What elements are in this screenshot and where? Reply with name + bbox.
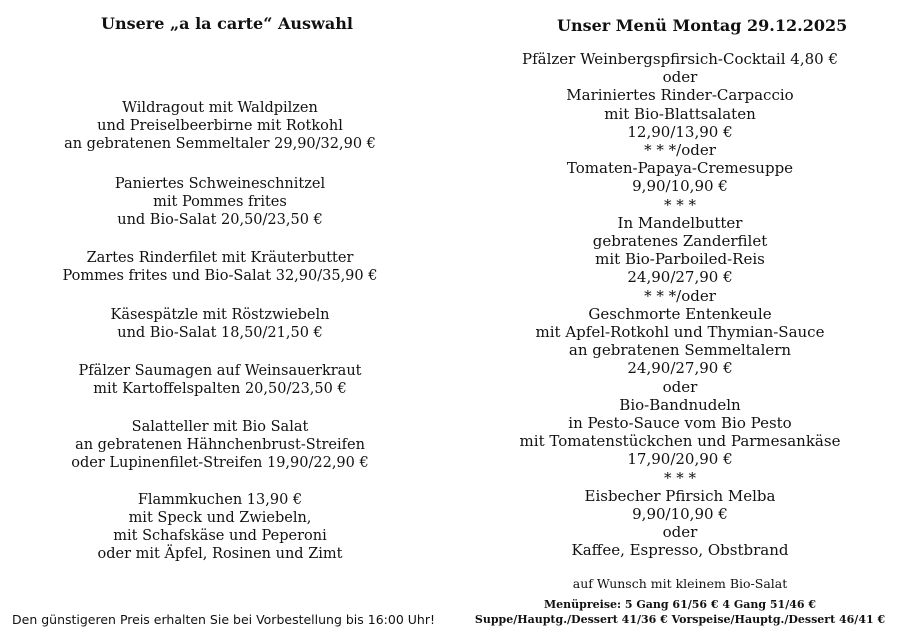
dish-line: Käsespätzle mit Röstzwiebeln	[110, 307, 330, 323]
course-prices: Suppe/Hauptg./Dessert 41/36 € Vorspeise/Hauptg./Dessert 46/41 €	[474, 613, 886, 626]
menu-line: * * */oder	[644, 286, 716, 305]
a-la-carte-title: Unsere „a la carte“ Auswahl	[101, 14, 353, 33]
dish-flammkuchen	[0, 491, 440, 563]
menu-line: In Mandelbutter	[617, 213, 743, 232]
dish-line: und Bio-Salat 18,50/21,50 €	[117, 325, 323, 341]
menu-line: 9,90/10,90 €	[632, 505, 728, 523]
dish-line: Pommes frites und Bio-Salat 32,90/35,90 €	[62, 268, 378, 284]
menu-line: Tomaten-Papaya-Cremesuppe	[566, 159, 794, 178]
menu-line: Pfälzer Weinbergspfirsich-Cocktail 4,80 €	[521, 50, 839, 68]
dish-line: mit Speck und Zwiebeln,	[128, 510, 312, 526]
dish-schnitzel	[0, 175, 440, 229]
menu-line: Geschmorte Entenkeule	[588, 304, 772, 323]
menu-line: oder	[662, 68, 698, 87]
dish-line: oder Lupinenfilet-Streifen 19,90/22,90 €	[71, 455, 369, 471]
daily-menu-title: Unser Menü Montag 29.12.2025	[557, 16, 848, 35]
preorder-note: Den günstigeren Preis erhalten Sie bei Vorbestellung bis 16:00 Uhr!	[12, 612, 435, 627]
menu-line: 24,90/27,90 €	[627, 359, 733, 378]
menu-line: Bio-Bandnudeln	[619, 395, 741, 414]
menu-line: * * *	[663, 468, 697, 487]
menu-line: mit Apfel-Rotkohl und Thymian-Sauce	[535, 323, 825, 341]
menu-line: * * */oder	[644, 141, 716, 159]
menu-line: mit Bio-Parboiled-Reis	[595, 250, 765, 269]
dish-line: mit Schafskäse und Peperoni	[113, 528, 327, 544]
dish-saumagen	[0, 362, 440, 398]
dish-line: Pfälzer Saumagen auf Weinsauerkraut	[78, 363, 362, 379]
menu-line: 9,90/10,90 €	[632, 177, 728, 196]
dish-line: mit Kartoffelspalten 20,50/23,50 €	[93, 381, 347, 397]
dish-line: und Preiselbeerbirne mit Rotkohl	[97, 118, 343, 134]
menu-line: mit Tomatenstückchen und Parmesankäse	[519, 432, 841, 451]
menu-line: oder	[662, 523, 698, 542]
menu-line: 12,90/13,90 €	[627, 122, 733, 141]
menu-line: mit Bio-Blattsalaten	[604, 104, 756, 123]
menu-line: in Pesto-Sauce vom Bio Pesto	[568, 414, 792, 432]
dish-line: Wildragout mit Waldpilzen	[122, 100, 318, 116]
dish-line: Paniertes Schweineschnitzel	[114, 176, 326, 192]
menu-line: 24,90/27,90 €	[627, 268, 733, 287]
menu-line: Eisbecher Pfirsich Melba	[584, 486, 776, 505]
menu-line: an gebratenen Semmeltalern	[568, 341, 792, 360]
dish-salatteller	[0, 418, 440, 472]
dish-line: an gebratenen Semmeltaler 29,90/32,90 €	[64, 136, 376, 152]
menu-line: Kaffee, Espresso, Obstbrand	[571, 541, 789, 560]
menu-line: * * *	[663, 195, 697, 214]
menu-line: gebratenes Zanderfilet	[592, 232, 768, 250]
menu-line: oder	[662, 377, 698, 396]
menu-line: Mariniertes Rinder-Carpaccio	[566, 86, 794, 105]
dish-line: Zartes Rinderfilet mit Kräuterbutter	[86, 250, 354, 266]
dish-line: mit Pommes frites	[153, 194, 287, 210]
salad-note: auf Wunsch mit kleinem Bio-Salat	[572, 576, 788, 591]
dish-line: und Bio-Salat 20,50/23,50 €	[117, 212, 323, 228]
dish-wildragout	[0, 99, 440, 153]
menu-prices: Menüpreise: 5 Gang 61/56 € 4 Gang 51/46 €	[543, 598, 817, 611]
dish-kaesespaetzle	[0, 306, 440, 342]
dish-line: Salatteller mit Bio Salat	[131, 419, 309, 435]
dish-rinderfilet	[0, 249, 440, 285]
dish-line: an gebratenen Hähnchenbrust-Streifen	[75, 437, 365, 453]
dish-line: Flammkuchen 13,90 €	[137, 492, 303, 508]
menu-line: 17,90/20,90 €	[627, 450, 733, 469]
dish-line: oder mit Äpfel, Rosinen und Zimt	[97, 546, 343, 562]
